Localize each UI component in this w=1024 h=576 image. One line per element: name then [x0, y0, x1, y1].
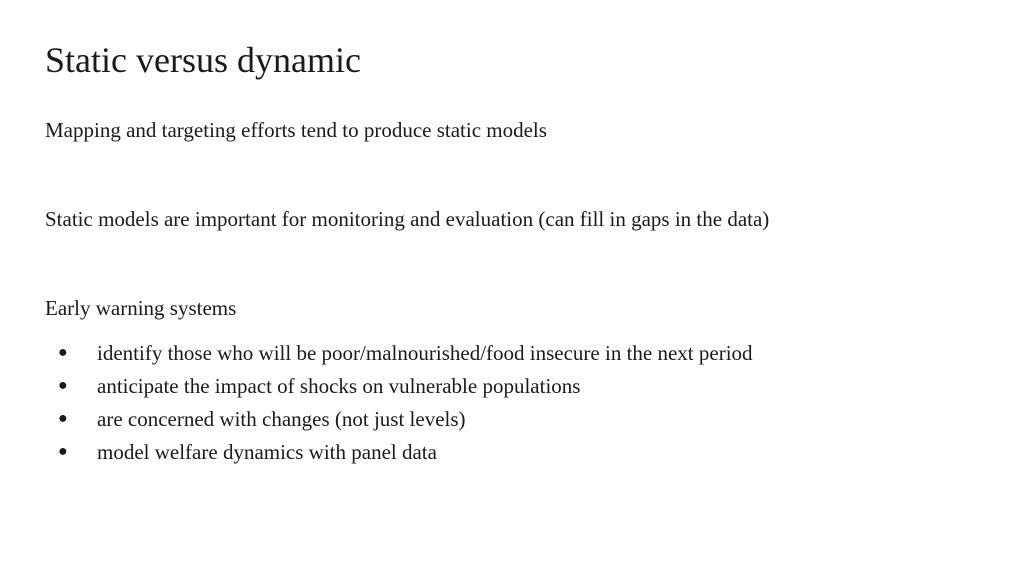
bullet-icon: ●	[58, 344, 68, 361]
paragraph-mapping-targeting: Mapping and targeting efforts tend to produce static models	[45, 118, 547, 142]
slide-title: Static versus dynamic	[45, 40, 361, 80]
bullet-text: are concerned with changes (not just levels)	[97, 407, 466, 431]
bullet-text: identify those who will be poor/malnourished/food insecure in the next period	[97, 341, 753, 365]
bullet-icon: ●	[58, 377, 68, 394]
paragraph-early-warning: Early warning systems	[45, 296, 237, 320]
paragraph-static-models: Static models are important for monitoring and evaluation (can fill in gaps in the data)	[45, 207, 770, 231]
bullet-text: anticipate the impact of shocks on vulnerable populations	[97, 374, 581, 398]
bullet-text: model welfare dynamics with panel data	[97, 440, 437, 464]
bullet-icon: ●	[58, 443, 68, 460]
bullet-icon: ●	[58, 410, 68, 427]
